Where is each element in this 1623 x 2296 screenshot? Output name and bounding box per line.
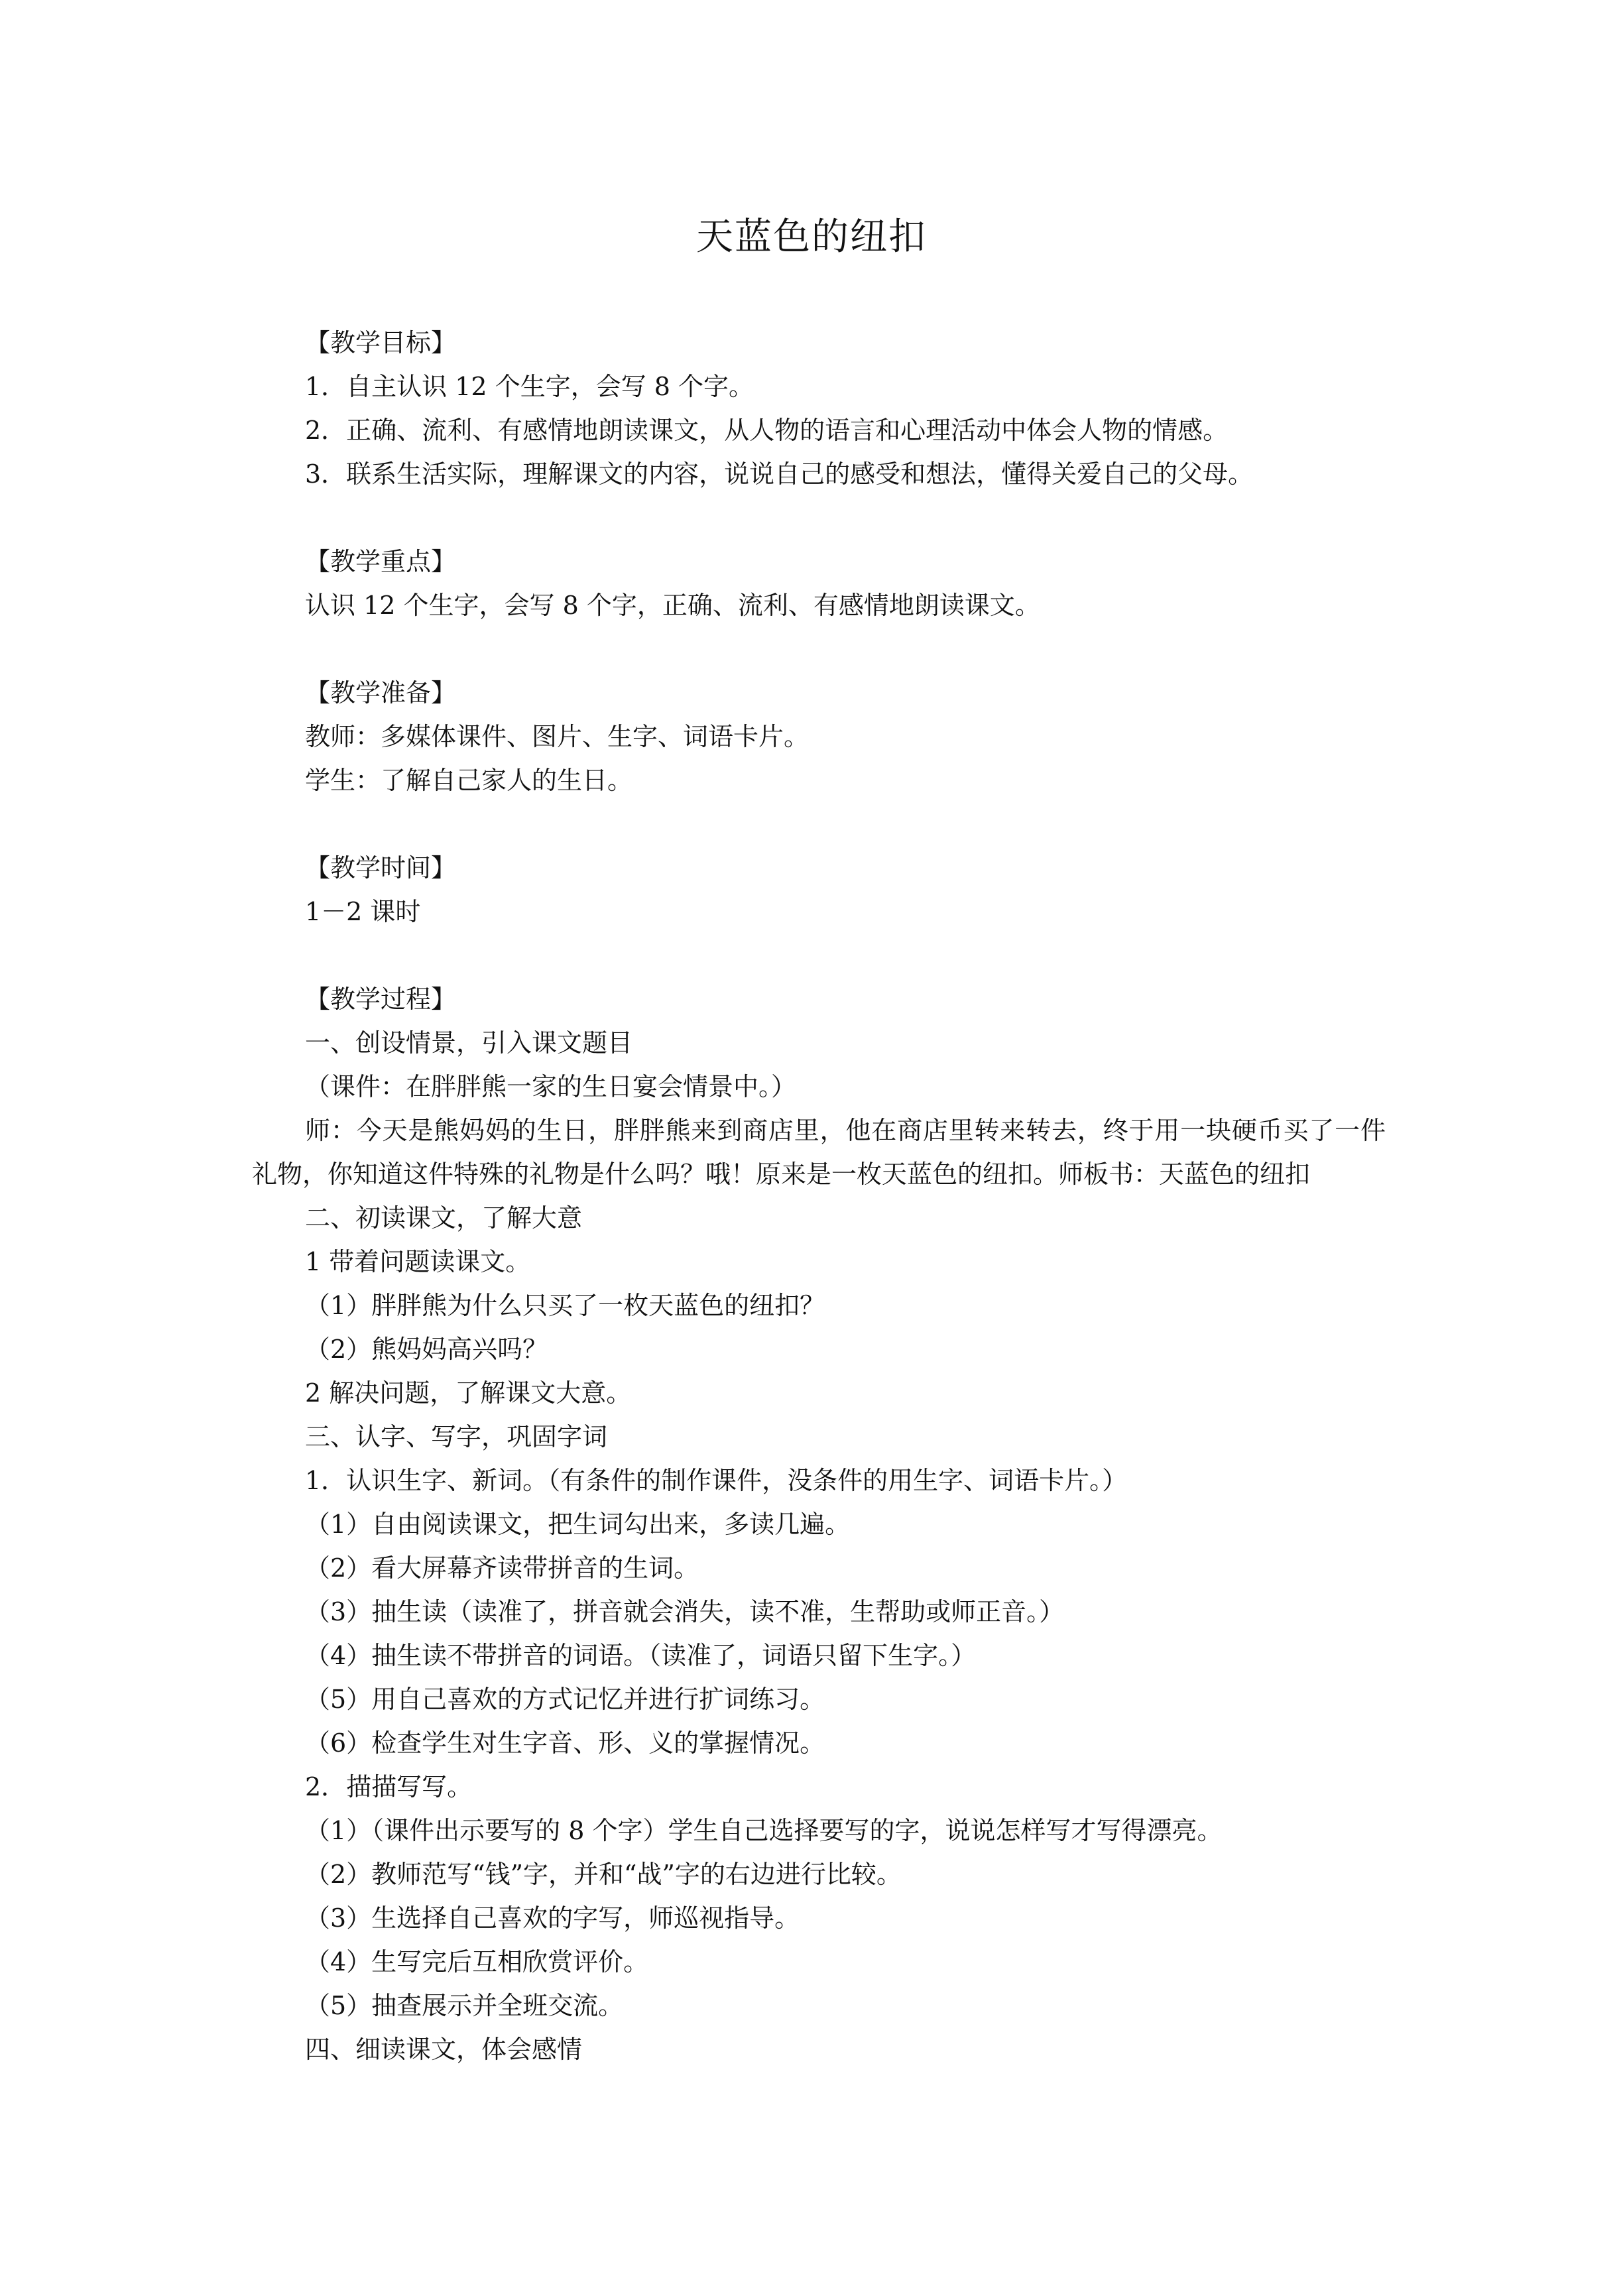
section3-line: （2）教师范写“钱”字，并和“战”字的右边进行比较。: [305, 1860, 902, 1889]
section3-line: （5）用自己喜欢的方式记忆并进行扩词练习。: [305, 1685, 825, 1714]
section2-line: 1 带着问题读课文。: [305, 1247, 531, 1276]
key-points-section: [252, 540, 1386, 627]
section3-line: （1）自由阅读课文，把生词勾出来，多读几遍。: [305, 1510, 851, 1539]
section2-line: （1）胖胖熊为什么只买了一枚天蓝色的纽扣？: [305, 1291, 825, 1320]
spacer: [252, 496, 1386, 540]
section1-title: 一、创设情景，引入课文题目: [305, 1028, 633, 1057]
time-section: [252, 846, 1386, 934]
key-points-text: 认识 12 个生字，会写 8 个字，正确、流利、有感情地朗读课文。: [305, 591, 1040, 620]
section3-line: 1．认识生字、新词。（有条件的制作课件，没条件的用生字、词语卡片。）: [305, 1466, 1128, 1495]
objective-item: 3．联系生活实际，理解课文的内容，说说自己的感受和想法，懂得关爱自己的父母。: [305, 459, 1254, 489]
preparation-student: 学生：了解自己家人的生日。: [305, 766, 633, 795]
section3-line: （2）看大屏幕齐读带拼音的生词。: [305, 1553, 699, 1583]
objectives-heading: 【教学目标】: [305, 328, 457, 357]
time-heading: 【教学时间】: [305, 853, 457, 882]
section3-line: （1）（课件出示要写的 8 个字）学生自己选择要写的字，说说怎样写才写得漂亮。: [305, 1816, 1223, 1845]
spacer: [252, 934, 1386, 977]
section3-line: （6）检查学生对生字音、形、义的掌握情况。: [305, 1728, 825, 1758]
section3-line: （4）抽生读不带拼音的词语。（读准了，词语只留下生字。）: [305, 1641, 977, 1670]
section1-paragraph: 师：今天是熊妈妈的生日，胖胖熊来到商店里，他在商店里转来转去，终于用一块硬币买了一件礼物，你知道这件特殊的礼物是什么吗？哦！原来是一枚天蓝色的纽扣。师板书：天蓝色的纽扣: [252, 1116, 1386, 1189]
section2-title: 二、初读课文，了解大意: [305, 1203, 583, 1233]
section3-title: 三、认字、写字，巩固字词: [305, 1422, 608, 1451]
spacer: [252, 627, 1386, 671]
section1-note: （课件：在胖胖熊一家的生日宴会情景中。）: [305, 1072, 797, 1101]
process-section: [252, 977, 1386, 2071]
section4-title: 四、细读课文，体会感情: [305, 2035, 583, 2064]
section3-line: （5）抽查展示并全班交流。: [305, 1991, 624, 2020]
section2-line: 2 解决问题，了解课文大意。: [305, 1378, 632, 1408]
preparation-section: [252, 671, 1386, 802]
preparation-teacher: 教师：多媒体课件、图片、生字、词语卡片。: [305, 722, 810, 751]
key-points-heading: 【教学重点】: [305, 547, 457, 576]
section3-line: （4）生写完后互相欣赏评价。: [305, 1947, 649, 1976]
section3-line: （3）生选择自己喜欢的字写，师巡视指导。: [305, 1903, 800, 1933]
objective-item: 1．自主认识 12 个生字，会写 8 个字。: [305, 372, 754, 401]
time-text: 1－2 课时: [305, 897, 421, 926]
objective-item: 2．正确、流利、有感情地朗读课文，从人物的语言和心理活动中体会人物的情感。: [305, 416, 1229, 445]
document-title: 天蓝色的纽扣: [696, 215, 927, 259]
objectives-section: [252, 321, 1386, 496]
document-body: [252, 321, 1386, 2071]
process-heading: 【教学过程】: [305, 985, 457, 1014]
section3-line: （3）抽生读（读准了，拼音就会消失，读不准，生帮助或师正音。）: [305, 1597, 1065, 1626]
preparation-heading: 【教学准备】: [305, 678, 457, 707]
section2-line: （2）熊妈妈高兴吗？: [305, 1335, 548, 1364]
spacer: [252, 802, 1386, 846]
section3-line: 2．描描写写。: [305, 1772, 473, 1801]
